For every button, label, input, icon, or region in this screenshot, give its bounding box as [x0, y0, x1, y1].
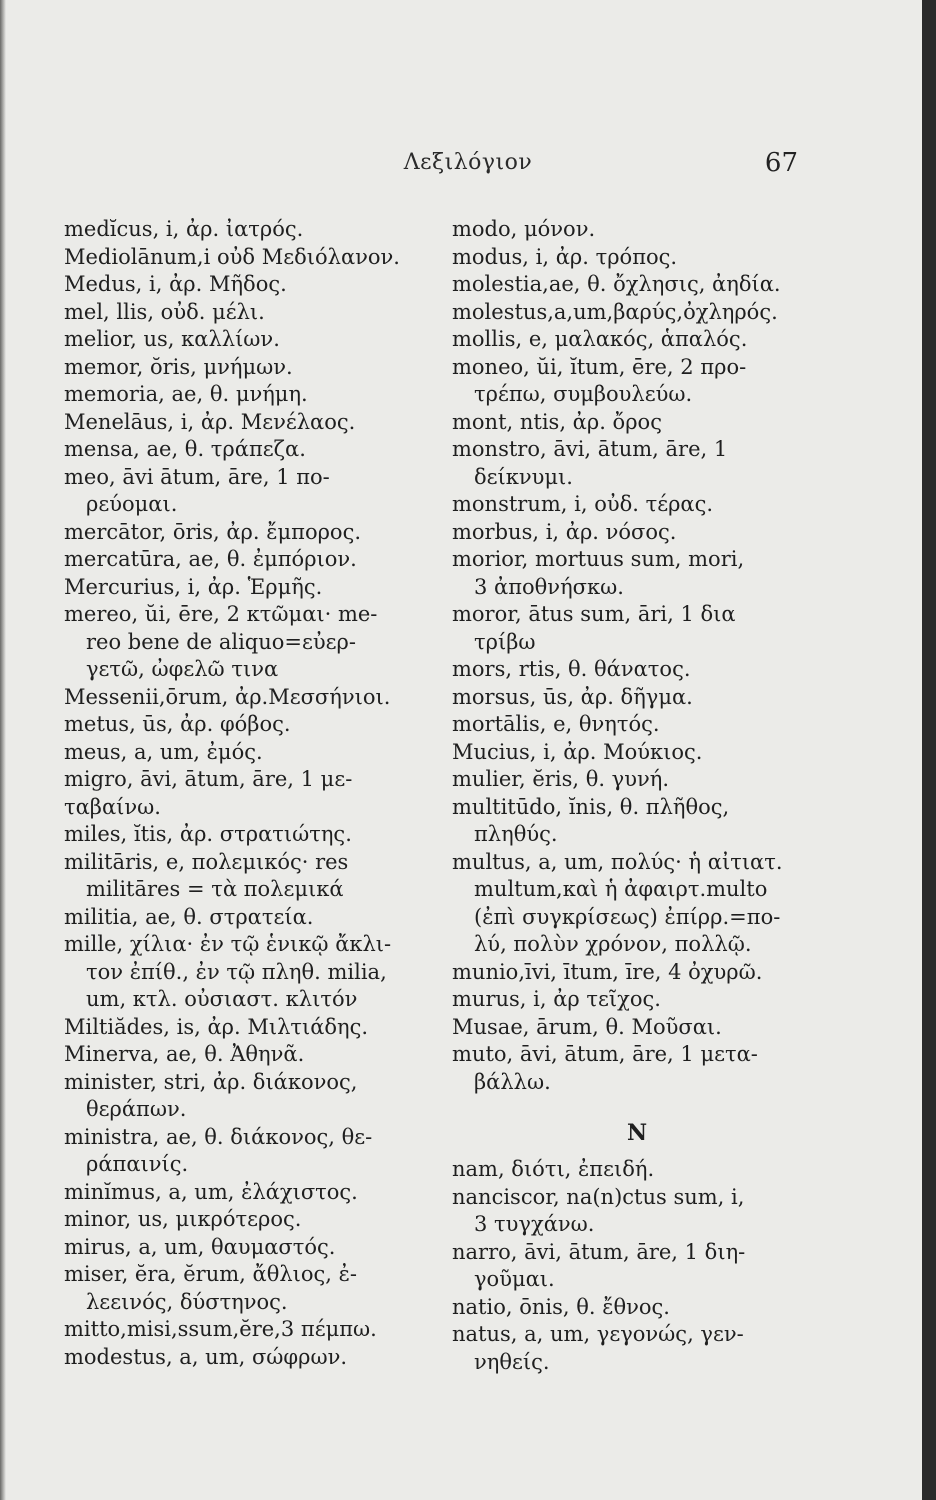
dictionary-entry-line: monstro, āvi, ātum, āre, 1 [452, 437, 728, 461]
dictionary-entry-line: ministra, ae, θ. διάκονος, θε- [64, 1124, 373, 1149]
dictionary-entry-line: reo bene de aliquo=εὐερ- [86, 629, 356, 654]
right-column [452, 216, 822, 1376]
dictionary-entry-line: λύ, πολὺν χρόνον, πολλῷ. [474, 932, 752, 956]
dictionary-entry-line: θεράπων. [86, 1097, 187, 1121]
dictionary-entry-line: memor, ŏris, μνήμων. [64, 354, 293, 379]
dictionary-entry-line: multitūdo, ĭnis, θ. πλῆθος, [452, 794, 730, 819]
dictionary-entry-line: muto, āvi, ātum, āre, 1 μετα- [452, 1042, 758, 1066]
dictionary-entry-line: morbus, i, ἀρ. νόσος. [452, 519, 677, 544]
dictionary-entry-line: natio, ōnis, θ. ἔθνος. [452, 1294, 670, 1319]
dictionary-entry-line: memoria, ae, θ. μνήμη. [64, 382, 308, 406]
dictionary-entry-line: γετῶ, ὠφελῶ τινα [86, 657, 279, 681]
dictionary-entry-line: Menelāus, i, ἀρ. Μενέλαος. [64, 409, 356, 434]
dictionary-entry-line: natus, a, um, γεγονώς, γεν- [452, 1322, 744, 1346]
dictionary-entry-line: nanciscor, na(n)ctus sum, i, [452, 1184, 745, 1209]
dictionary-entry-line: 3 τυγχάνω. [474, 1212, 595, 1236]
dictionary-entry-line: narro, āvi, ātum, āre, 1 διη- [452, 1239, 746, 1264]
dictionary-entry-line: migro, āvi, ātum, āre, 1 με- [64, 767, 353, 791]
dictionary-entry-line: um, κτλ. οὐσιαστ. κλιτόν [86, 987, 358, 1011]
dictionary-entry-line: modestus, a, um, σώφρων. [64, 1344, 348, 1369]
left-column [64, 216, 444, 1371]
dictionary-entry-line: mille, χίλια· ἐν τῷ ἑνικῷ ἄκλι- [64, 932, 392, 956]
dictionary-entry-line: militia, ae, θ. στρατεία. [64, 904, 314, 929]
dictionary-entry-line: modus, i, ἀρ. τρόπος. [452, 244, 678, 269]
dictionary-entry-line: moror, ātus sum, āri, 1 δια [452, 602, 736, 626]
dictionary-entry-line: meus, a, um, ἐμός. [64, 739, 263, 764]
dictionary-entry-line: γοῦμαι. [474, 1267, 555, 1291]
dictionary-entry-line: miles, ĭtis, ἀρ. στρατιώτης. [64, 822, 352, 846]
dictionary-entry-line: τρέπω, συμβουλεύω. [474, 382, 693, 406]
dictionary-entry-line: monstrum, i, οὐδ. τέρας. [452, 492, 714, 516]
dictionary-entry-line: mont, ntis, ἀρ. ὄρος [452, 409, 662, 434]
dictionary-entry-line: τρίβω [474, 629, 536, 654]
section-letter-heading: N [626, 1120, 648, 1146]
dictionary-entry-line: Minerva, ae, θ. Ἀθηνᾶ. [64, 1042, 305, 1066]
dictionary-entry-line: mulier, ĕris, θ. γυνή. [452, 767, 670, 791]
dictionary-entry-line: multus, a, um, πολύς· ἡ αἰτιατ. [452, 849, 783, 874]
dictionary-entry-line: Musae, ārum, θ. Μοῦσαι. [452, 1014, 722, 1039]
dictionary-entry-line: βάλλω. [474, 1069, 551, 1094]
dictionary-entry-line: Medus, i, ἀρ. Μῆδος. [64, 272, 287, 296]
dictionary-entry-line: miser, ĕra, ĕrum, ἄθλιος, ἐ- [64, 1262, 357, 1286]
dictionary-entry-line: murus, i, ἀρ τεῖχος. [452, 987, 661, 1011]
dictionary-entry-line: morior, mortuus sum, mori, [452, 547, 745, 571]
dictionary-entry-line: nam, διότι, ἐπειδή. [452, 1157, 655, 1181]
page-gutter-shadow [0, 0, 6, 1500]
running-header-title: Λεξιλόγιον [403, 150, 533, 175]
dictionary-entry-line: modo, μόνον. [452, 217, 596, 241]
dictionary-entry-line: mercatūra, ae, θ. ἐμπόριον. [64, 547, 357, 571]
dictionary-entry-line: mitto,misi,ssum,ĕre,3 πέμπω. [64, 1317, 377, 1341]
dictionary-entry-line: Mediolānum,i οὐδ Μεδιόλανον. [64, 244, 400, 269]
dictionary-entry-line: 3 ἀποθνήσκω. [474, 574, 624, 599]
dictionary-entry-line: molestia,ae, θ. ὄχλησις, ἀηδία. [452, 272, 781, 296]
dictionary-entry-line: mercātor, ōris, ἀρ. ἔμπορος. [64, 519, 362, 544]
dictionary-entry-line: πληθύς. [474, 822, 558, 846]
dictionary-entry-line: τον ἐπίθ., ἐν τῷ πληθ. milia, [86, 959, 387, 984]
dictionary-entry-line: militāris, e, πολεμικός· res [64, 849, 349, 874]
dictionary-entry-line: δείκνυμι. [474, 464, 573, 489]
dictionary-entry-line: minĭmus, a, um, ἐλάχιστος. [64, 1179, 358, 1204]
dictionary-entry-line: minor, us, μικρότερος. [64, 1207, 302, 1231]
dictionary-entry-line: moneo, ŭi, ĭtum, ēre, 2 προ- [452, 354, 747, 379]
dictionary-entry-line: ράπαινίς. [86, 1152, 189, 1176]
dictionary-entry-line: mereo, ŭi, ēre, 2 κτῶμαι· me- [64, 602, 378, 626]
dictionary-entry-line: munio,īvi, ītum, īre, 4 ὀχυρῶ. [452, 959, 763, 984]
dictionary-entry-line: ρεύομαι. [86, 492, 178, 516]
dictionary-entry-line: Mercurius, i, ἀρ. Ἑρμῆς. [64, 574, 323, 599]
dictionary-entry-line: medĭcus, i, ἀρ. ἰατρός. [64, 217, 304, 241]
dictionary-entry-line: morsus, ūs, ἀρ. δῆγμα. [452, 684, 693, 709]
dictionary-entry-line: mors, rtis, θ. θάνατος. [452, 657, 691, 681]
dictionary-entry-line: multum,καὶ ἡ ἀφαιρτ.multo [474, 877, 768, 901]
dictionary-entry-line: mel, llis, οὐδ. μέλι. [64, 299, 265, 324]
dictionary-entry-line: molestus,a,um,βαρύς,ὀχληρός. [452, 299, 778, 324]
dictionary-entry-line: mortālis, e, θνητός. [452, 712, 660, 736]
dictionary-entry-line: Miltiădes, is, ἀρ. Μιλτιάδης. [64, 1014, 369, 1039]
dictionary-entry-line: Messenii,ōrum, ἀρ.Μεσσήνιοι. [64, 684, 391, 709]
dictionary-entry-line: ταβαίνω. [64, 794, 161, 819]
dictionary-entry-line: mensa, ae, θ. τράπεζα. [64, 437, 306, 461]
dictionary-entry-line: (ἐπὶ συγκρίσεως) ἐπίρρ.=πο- [474, 904, 781, 929]
dictionary-entry-line: meo, āvi ātum, āre, 1 πο- [64, 464, 330, 489]
dictionary-entry-line: λεεινός, δύστηνος. [86, 1289, 288, 1314]
dictionary-entry-line: Mucius, i, ἀρ. Μούκιος. [452, 739, 703, 764]
dictionary-entry-line: melior, us, καλλίων. [64, 327, 280, 351]
page-number: 67 [764, 148, 798, 178]
dictionary-entry-line: minister, stri, ἀρ. διάκονος, [64, 1069, 358, 1094]
dictionary-entry-line: metus, ūs, ἀρ. φόβος. [64, 712, 291, 736]
page-edge-border [922, 0, 936, 1500]
dictionary-entry-line: militāres = τὰ πολεμικά [86, 877, 344, 901]
dictionary-entry-line: νηθείς. [474, 1349, 550, 1374]
dictionary-entry-line: mirus, a, um, θαυμαστός. [64, 1234, 336, 1259]
dictionary-entry-line: mollis, e, μαλακός, ἁπαλός. [452, 327, 748, 351]
